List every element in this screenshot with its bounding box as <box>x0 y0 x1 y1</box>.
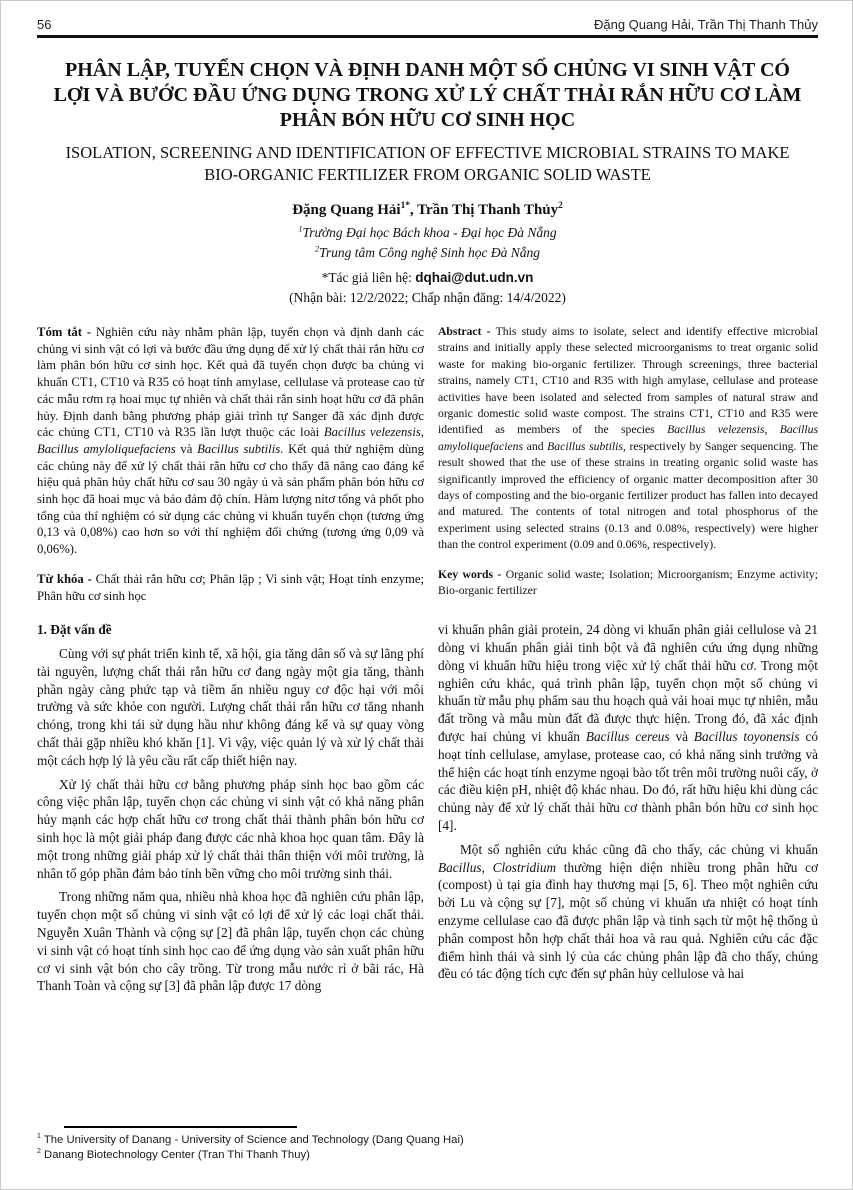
body-paragraph: Trong những năm qua, nhiều nhà khoa học đã nghiên cứu phân lập, tuyển chọn một số chủng vi sinh vật có lợi để xử lý các loại chất thải. Nguyễn Xuân Thành và cộng sự [2] đã phân lập, tuyển chọn các chủng vi sinh vật có hoạt tính sinh học cao để ứng dụng vào sản xuất phân hữu cơ vi sinh vật bón cho cây trồng. Từ trong mẫu nước rỉ ở bãi rác, Hà Thanh Toàn và cộng sự [3] đã phân lập được 17 dòng <box>37 889 424 994</box>
body-column-right <box>438 621 818 1073</box>
paper-title-english: ISOLATION, SCREENING AND IDENTIFICATION OF EFFECTIVE MICROBIAL STRAINS TO MAKE BIO-ORGANIC FERTILIZER FROM ORGANIC SOLID WASTE <box>65 143 790 184</box>
body-paragraph: Cùng với sự phát triển kinh tế, xã hội, gia tăng dân số và sự lãng phí tài nguyên, lượng chất thải rắn hữu cơ đang ngày một gia tăng, thành phần ngày càng phức tạp và tiềm ẩn nhiều nguy cơ độc hại với môi trường và sức khỏe con người. Lượng chất thải rắn hữu cơ tăng nhanh chóng, trong khi tái sử dụng hầu như không đáng kể và sự quay vòng chất thải gặp nhiều khó khăn [1]. Vì vậy, việc quản lý và xử lý chất thải một cách hợp lý là yêu cầu rất cấp thiết hiện nay. <box>37 646 424 768</box>
footnote-1: $^1$ The University of Danang - University of Science and Technology (Dang Quang Hai) <box>37 1133 464 1146</box>
page-number: 56 <box>37 17 52 32</box>
body-paragraph: Một số nghiên cứu khác cũng đã cho thấy, các chủng vi khuẩn Bacillus, Clostridium thường hiện diện nhiều trong phân hữu cơ (compost) ủ tại gia đình hay thương mại [5, 6]. Theo một nghiên cứu bởi Lu và cộng sự [7], một số chủng vi khuẩn ưa nhiệt có hoạt tính enzyme cellulase cao đã được phân lập và tinh sạch từ một hệ thống ủ phân compost hỗn hợp chất thải hoa và rau quả. Nghiên cứu các đặc điểm hình thái và sinh lý của các chủng phân lập đã cho thấy, chúng đều có tác động tích cực đến sự phân hủy cellulose và hai <box>437 841 818 982</box>
abstract-vietnamese: Tóm tắt - Nghiên cứu này nhằm phân lập, tuyển chọn và định danh các chủng vi sinh vật có lợi và bước đầu ứng dụng để xử lý chất thải rắn hữu cơ làm phân bón hữu cơ sinh học. Kết quả đã tuyển chọn được ba chủng vi khuẩn CT1, CT10 và R35 có hoạt tính amylase, cellulase và protease cao từ các mẫu rơm rạ hoai mục tự nhiên và chất thải rắn sinh hoạt hữu cơ đã phân hủy. Định danh bằng phương pháp giải trình tự Sanger đã xác định được các chủng CT1, CT10 và R35 lần lượt thuộc các loài Bacillus velezensis, Bacillus amyloliquefaciens và Bacillus subtilis. Kết quả thử nghiệm dùng các chủng này để xử lý chất thải rắn hữu cơ cho thấy đã nâng cao đáng kể hiệu quả phân hủy chất hữu cơ sau 30 ngày ủ và sản phẩm phân bón hữu cơ sinh học đã hoai mục và bảo đảm độ chín. Hàm lượng nitơ tổng và phốt pho tổng của thí nghiệm có sử dụng các chủng vi khuẩn tuyển chọn (tương ứng 0,13 và 0,08%) cao hơn so với thí nghiệm đối chứng (tương ứng 0,09 và 0,06%). <box>37 325 424 557</box>
abstract-column-english <box>438 324 818 604</box>
body-paragraph: Xử lý chất thải hữu cơ bằng phương pháp sinh học bao gồm các công việc phân lập, tuyển chọn các chủng vi sinh vật có khả năng phân hủy mạnh các hợp chất hữu cơ trong chất thải thành phân bón hữu cơ sinh học là một giải pháp đang được các nhà khoa học quan tâm. Đây là một trong những giải pháp xử lý chất thải thân thiện với môi trường, là nhân tố góp phần đảm bảo tính bền vững cho môi trường sinh thái. <box>37 776 424 881</box>
abstract-section <box>37 324 818 604</box>
running-head: Đặng Quang Hải, Trần Thị Thanh Thủy <box>593 17 818 32</box>
keywords-vietnamese: Từ khóa - Chất thải rắn hữu cơ; Phân lập ; Vi sinh vật; Hoạt tính enzyme; Phân hữu cơ sinh học <box>37 571 424 603</box>
footnote-separator <box>64 1126 297 1128</box>
footnote-2: $^2$ Danang Biotechnology Center (Tran Thi Thanh Thuy) <box>37 1148 310 1161</box>
body-paragraph: vi khuẩn phân giải protein, 24 dòng vi khuẩn phân giải cellulose và 21 dòng vi khuẩn phân giải tinh bột và đã nghiên cứu ứng dụng những dòng vi khuẩn hữu hiệu trong việc xử lý chất thải hữu cơ. Trong một nghiên cứu khác, quá trình phân lập, tuyển chọn một số chủng vi khuẩn từ mẫu phụ phẩm sau thu hoạch quả vải hoai mục tự nhiên, mẫu đất trồng và mẫu mùn đất đã được thực hiện. Trong đó, đã xác định được hai chủng vi khuẩn Bacillus cereus và Bacillus toyonensis có hoạt tính cellulase, amylase, protease cao, có khả năng sinh trưởng và thể hiện các hoạt tính enzyme ngoại bào tốt trên môi trường nuôi cấy, ở các điều kiện pH, nhiệt độ khác nhau. Do đó, rất hữu hiệu khi dùng các chủng này để xử lý chất thải hữu cơ thành phân bón hữu cơ sinh học [4]. <box>437 622 818 834</box>
abstract-column-vietnamese <box>37 324 424 604</box>
affiliation-1: $^1$Trường Đại học Bách khoa - Đại học Đà Nẵng <box>298 224 557 240</box>
received-accepted-dates: (Nhận bài: 12/2/2022; Chấp nhận đăng: 14/4/2022) <box>289 290 566 305</box>
affiliations <box>37 223 818 263</box>
corresponding-author-line: *Tác giả liên hệ: dqhai@dut.udn.vn <box>321 270 534 285</box>
abstract-english: Abstract - This study aims to isolate, select and identify effective microbial strains and initially apply these selected microorganisms to treat organic solid waste for making bio-organic fertilizer. Through screenings, three bacterial strains, namely CT1, CT10 and R35 with high amylase, cellulase and protease activities have been isolated and selected from samples of natural straw and organic domestic solid waste compost. The strains CT1, CT10 and R35 were identified as members of the species Bacillus velezensis, Bacillus amyloliquefaciens and Bacillus subtilis, respectively by Sanger sequencing. The result showed that the use of these strains in treating organic solid waste has significantly improved the efficiency of organic matter decomposition after 30 days of composting and the bio-organic fertilizer product has fallen into decayed and matured. The contents of total nitrogen and total phosphorus of the experiment using selected strains (0.13 and 0.08%, respectively) were higher than the control experiment (0.09 and 0.06%, respectively). <box>437 325 819 552</box>
affiliation-2: $^2$Trung tâm Công nghệ Sinh học Đà Nẵng <box>314 244 541 260</box>
section-1-heading: 1. Đặt vấn đề <box>37 622 112 638</box>
footnote-block <box>37 1126 557 1163</box>
paper-title-vietnamese: PHÂN LẬP, TUYỂN CHỌN VÀ ĐỊNH DANH MỘT SỐ CHỦNG VI SINH VẬT CÓ LỢI VÀ BƯỚC ĐẦU ỨNG DỤNG TRONG XỬ LÝ CHẤT THẢI RẮN HỮU CƠ LÀM PHÂN BÓN HỮU CƠ SINH HỌC <box>53 59 802 131</box>
page-header <box>37 17 818 38</box>
keywords-english: Key words - Organic solid waste; Isolation; Microorganism; Enzyme activity; Bio-organic fertilizer <box>437 567 818 598</box>
author-names: Đặng Quang Hải$^{1*}$, Trần Thị Thanh Thủy$^2$ <box>292 201 563 218</box>
body-column-left <box>37 621 424 1073</box>
body-section <box>37 621 818 1073</box>
